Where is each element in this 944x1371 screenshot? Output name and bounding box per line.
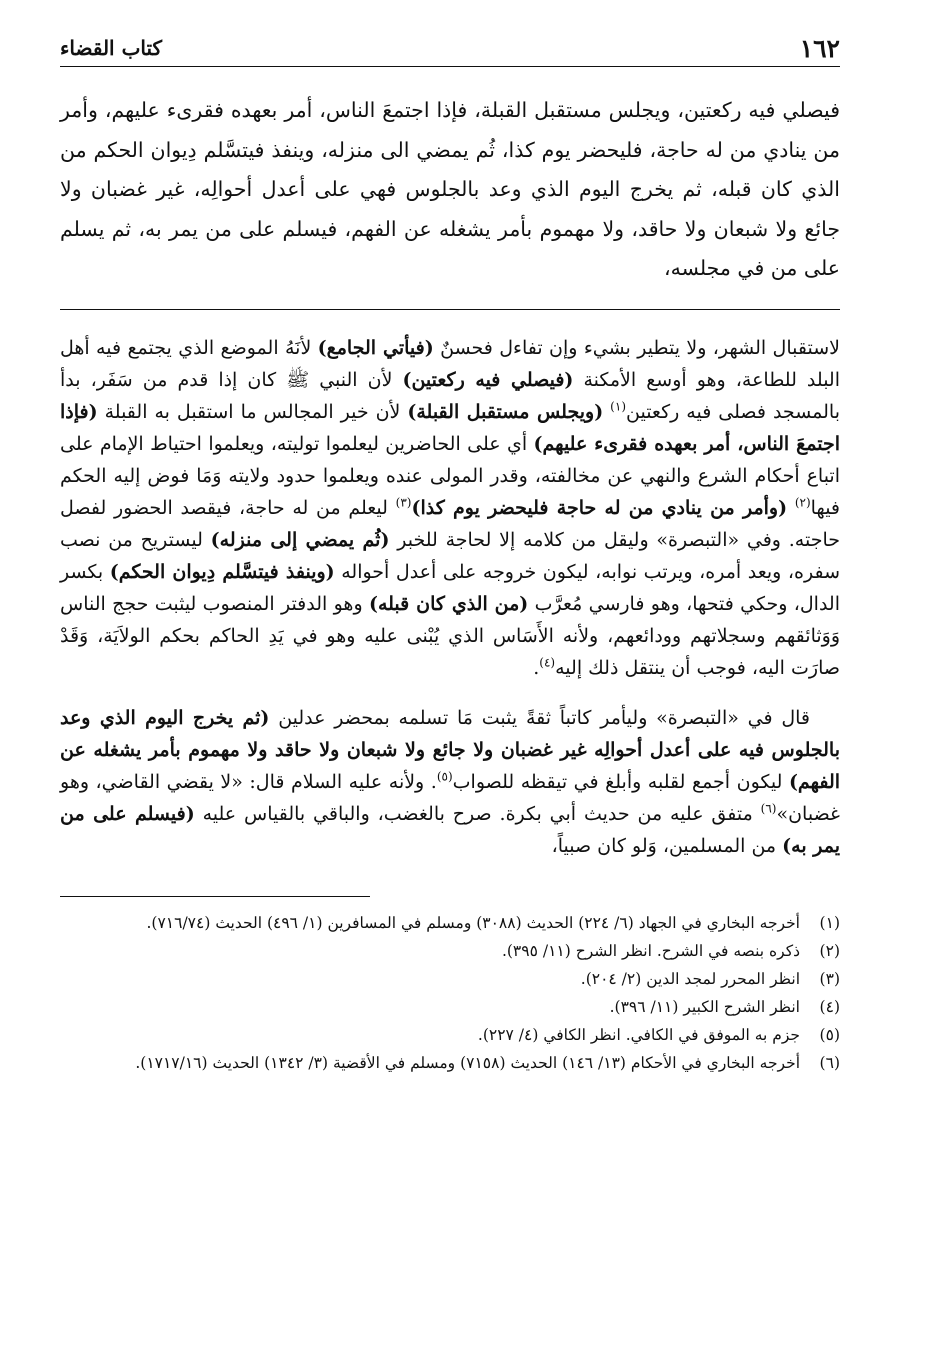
footnote-text: انظر الشرح الكبير (١١/ ٣٩٦). (609, 997, 800, 1016)
footnote-number: (٢) (819, 941, 840, 960)
footnote-text: انظر المحرر لمجد الدين (٢/ ٢٠٤). (580, 969, 800, 988)
matn-quote: (فيأتي الجامع) (317, 336, 434, 359)
sharh-text: من المسلمين، وَلو كان صبياً، (551, 834, 783, 857)
commentary (60, 332, 840, 862)
sharh-text: لأنَهُ الموضع الذي يجتمع فيه أهل البلد للطاعة، وهو أوسع الأمكنة (60, 336, 840, 391)
sharh-text: . (533, 656, 540, 679)
sharh-text: وهو الدفتر المنصوب ليثبت حجج الناس وَوَثائقهم وسجلاتهم وودائعهم، ولأنه الأَسَاس الذي يُبْنى عليه وهو في يَدِ الحاكم بحكم الولاَيَة، وَقَدْ صارَت اليه، فوجب أن ينتقل ذلك إليه (60, 592, 840, 679)
footnote-item (60, 937, 840, 965)
footnotes (60, 909, 840, 1077)
footnote-ref[interactable]: (٤) (539, 655, 556, 670)
footnote-separator (60, 896, 370, 897)
book-page (60, 30, 840, 1077)
matn-text: فيصلي فيه ركعتين، ويجلس مستقبل القبلة، فإذا اجتمعَ الناس، أمر بعهده فقرىء عليهم، وأمر من ينادي من له حاجة، فليحضر يوم كذا، ثُم يمضي الى منزله، وينفذ فيتسَّلم دِيوان الحكم من الذي كان قبله، ثم يخرج اليوم الذي وعد بالجلوس فهي على أعدل أحوالِه، غير غضبان ولا جائع ولا شبعان ولا حاقد، ولا مهموم بأمر يشغله عن الفهم، فيسلم على من يمر به، ثم يسلم على من في مجلسه، (60, 98, 840, 281)
footnote-text: أخرجه البخاري في الأحكام (١٣/ ١٤٦) الحديث (٧١٥٨) ومسلم في الأقضية (٣/ ١٣٤٢) الحديث (١٧١٧/١٦). (135, 1053, 800, 1072)
sharh-text: بكسر الدال، وحكي فتحها، وهو فارسي مُعرَّب (60, 560, 840, 615)
commentary-paragraph-1 (60, 332, 840, 684)
footnote-ref[interactable]: (٣) (395, 495, 412, 510)
running-title: كتاب القضاء (60, 36, 163, 60)
sharh-text: ليعلم من له حاجة، فيقصد الحضور لفصل حاجته. وفي «التبصرة» وليقل من كلامه إلا لحاجة للخبر (60, 496, 840, 551)
footnote-number: (٣) (819, 969, 840, 988)
footnote-item (60, 965, 840, 993)
matn-quote: (وأمر من ينادي من له حاجة فليحضر يوم كذا) (411, 496, 788, 519)
matn-quote: (فيصلي فيه ركعتين) (402, 368, 574, 391)
sharh-text: متفق عليه من حديث أبي بكرة. صرح بالغضب، والباقي بالقياس عليه (194, 802, 761, 825)
sharh-text: لاستقبال الشهر، ولا يتطير بشيء وإن تفاءل فحسنٌ (433, 336, 840, 359)
footnote-text: جزم به الموفق في الكافي. انظر الكافي (٤/ ٢٢٧). (477, 1025, 800, 1044)
matn-quote: (من الذي كان قبله) (368, 592, 529, 615)
footnote-ref[interactable]: (٥) (436, 769, 453, 784)
sharh-text: أي على الحاضرين ليعلموا توليته، ويعلموا احتياط الإمام على اتباع أحكام الشرع والنهي عن مخالفته، وقدر المولى عنده ويعلموا حدود ولايته وَمَا فوض إليه الحكم فيها (60, 432, 841, 519)
matn-quote: (وينفذ فيتسَّلم دِيوان الحكم) (109, 560, 335, 583)
footnote-ref[interactable]: (٦) (760, 801, 777, 816)
commentary-paragraph-2 (60, 702, 840, 862)
sharh-text: لأن خير المجالس ما استقبل به القبلة (97, 400, 408, 423)
matn-quote: (ثم يخرج اليوم الذي وعد بالجلوس فيه على أعدل أحوالِه غير غضبان ولا جائع ولا شبعان ولا حاقد ولا مهموم بأمر يشغله عن الفهم) (60, 706, 841, 793)
footnote-item (60, 1049, 840, 1077)
sharh-text: ليستريح من نصب سفره، ويعد أمره، ويرتب نوابه، ليكون خروجه على أعدل أحواله (60, 528, 840, 583)
footnote-number: (١) (819, 913, 840, 932)
page-number: ١٦٢ (799, 33, 840, 63)
matn-quote: (فيسلم على من يمر به) (60, 802, 840, 857)
footnote-item (60, 993, 840, 1021)
matn-quote: (ويجلس مستقبل القبلة) (407, 400, 604, 423)
footnote-item (60, 909, 840, 937)
matn-separator (60, 309, 840, 310)
footnote-text: ذكره بنصه في الشرح. انظر الشرح (١١/ ٣٩٥). (501, 941, 800, 960)
sharh-text: ليكون أجمع لقلبه وأبلغ في تيقظه للصواب (452, 770, 789, 793)
footnote-number: (٥) (819, 1025, 840, 1044)
footnote-ref[interactable]: (١) (610, 399, 626, 414)
page-header (60, 30, 840, 67)
matn-quote: (ثُم يمضي إلى منزله) (210, 528, 390, 551)
matn-quote: (فإذا اجتمعَ الناس، أمر بعهده فقرىء عليهم) (60, 400, 840, 455)
sharh-text: لأن النبي ﷺ كان إذا قدم من سَفَر، بدأ بالمسجد فصلى فيه ركعتين (60, 368, 840, 423)
footnote-text: أخرجه البخاري في الجهاد (٦/ ٢٢٤) الحديث (٣٠٨٨) ومسلم في المسافرين (١/ ٤٩٦) الحديث (٧١٦/٧٤). (146, 913, 800, 932)
footnote-item (60, 1021, 840, 1049)
sharh-text: . ولأنه عليه السلام قال: «لا يقضي القاضي، وهو غضبان» (60, 770, 840, 825)
sharh-text: قال في «التبصرة» وليأمر كاتباً ثقةً يثبت مَا تسلمه بمحضر عدلين (269, 706, 810, 729)
footnote-number: (٤) (819, 997, 840, 1016)
footnote-ref[interactable]: (٢) (794, 495, 811, 510)
footnote-number: (٦) (819, 1053, 840, 1072)
